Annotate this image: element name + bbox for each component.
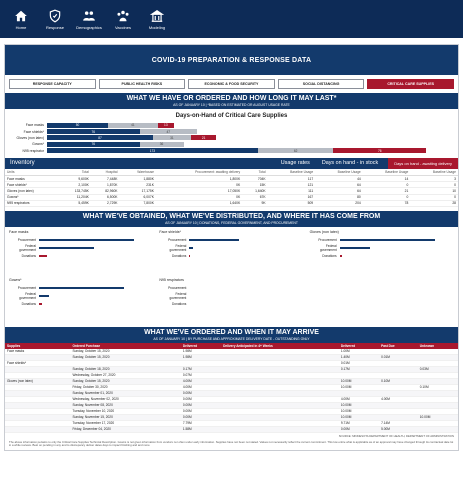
nav-label: Modeling [148, 24, 166, 30]
table-cell: 0 [410, 182, 458, 188]
bar-row [13, 128, 450, 134]
bar[interactable] [39, 255, 47, 258]
bar[interactable] [340, 255, 342, 258]
column-header: Delivery Anticipated in 4+ Weeks [221, 343, 339, 349]
table-cell: 10.00M [418, 414, 458, 420]
chart-title: Gloves (non latex) [309, 229, 339, 234]
bar-label: Procurement [17, 285, 36, 290]
table-cell: 1.98M [181, 349, 221, 355]
column-header: Baseline Usage [410, 169, 458, 176]
section-subtitle: AS OF JANUARY 10 | DONATIONS, FEDERAL GOVERNMENT, AND PROCUREMENT [165, 220, 298, 225]
bar-row [13, 141, 450, 147]
bar-label: Donations [322, 253, 337, 258]
section-subtitle: AS OF JANUARY 10 | *BASED ON ESTIMATED OR AUGUST USAGE RATE [173, 103, 290, 107]
nav-home[interactable] [8, 9, 34, 30]
obtained-chart [310, 230, 454, 276]
table-cell: 0.17M [339, 366, 379, 372]
table-cell: Tuesday, November 17, 2020 [71, 420, 181, 426]
table-cell: 0.00M [181, 402, 221, 408]
bar-segment[interactable]: 76 [47, 129, 140, 134]
table-cell: 0.10M [418, 384, 458, 390]
table-cell: Gloves (non latex) [5, 378, 71, 384]
table-cell: 0.00M [181, 396, 221, 402]
bar-rows [13, 122, 450, 154]
table-cell: 78 [363, 200, 411, 206]
chart-title: N95 respirators [159, 277, 184, 282]
table-cell: 9.71M [339, 420, 379, 426]
table-cell: 5,459K [59, 200, 91, 206]
table-cell: 231K [120, 182, 156, 188]
table-cell: N95 respirators [5, 200, 59, 206]
bar-label: Federal government [19, 243, 36, 252]
column-header: Warehouse [120, 169, 156, 176]
table-cell: 0.07M [181, 372, 221, 378]
table-cell: Sunday, October 15, 2020 [71, 354, 181, 360]
tab-response-capacity[interactable]: RESPONSE CAPACITY [9, 79, 96, 89]
obtained-chart [159, 230, 303, 276]
table-cell: Gloves (non latex) [5, 188, 59, 194]
table-cell: 9,600K [59, 175, 91, 181]
bar-segment[interactable]: 173 [47, 148, 258, 153]
bar-label: Donations [21, 253, 36, 258]
bar-row [310, 236, 454, 244]
table-cell: Wednesday, October 27, 2020 [71, 372, 181, 378]
table-cell: 0 [410, 194, 458, 200]
table-cell: 121 [268, 182, 316, 188]
shield-icon [48, 9, 62, 23]
table-cell: Friday, October 30, 2020 [71, 384, 181, 390]
table-cell: 64 [315, 182, 363, 188]
column-header: Delivered [339, 343, 379, 349]
column-header: Delivered [181, 343, 221, 349]
table-cell: Sunday, November 08, 2020 [71, 402, 181, 408]
table-cell: 0.01M [339, 360, 379, 366]
column-header: Supplies [5, 343, 71, 349]
table-cell: 5.00M [379, 426, 418, 432]
usage-rates-button[interactable]: Usage rates [280, 160, 310, 167]
bar-label: Procurement [17, 237, 36, 242]
table-cell: 1.58M [181, 426, 221, 432]
section-subtitle: AS OF JANUARY 10 | BY PURCHASE AND APPROXIMATE DELIVERY DATE - OUTSTANDING ONLY [153, 336, 310, 341]
days-on-hand-chart [5, 109, 458, 158]
table-cell: 44 [315, 175, 363, 181]
bar[interactable] [340, 239, 435, 242]
nav-demographics[interactable] [76, 9, 102, 30]
obtained-chart [9, 278, 153, 324]
group-icon [116, 9, 130, 23]
table-cell: 17,175K [120, 188, 156, 194]
table-cell: 10.00M [339, 378, 379, 384]
table-cell: 4.00M [379, 396, 418, 402]
table-cell: 1,880K [120, 175, 156, 181]
bar-label: Donations [21, 301, 36, 306]
chart-title: Face masks [9, 229, 29, 234]
bar-track [47, 135, 437, 140]
obtained-chart [159, 278, 303, 324]
table-cell: 0.00M [181, 390, 221, 396]
bar-label: Federal government [319, 243, 337, 252]
bar-segment[interactable]: 41 [108, 123, 158, 128]
column-header: Units [5, 169, 59, 176]
table-cell: 15K [242, 182, 267, 188]
tab-public-health-risks[interactable]: PUBLIC HEALTH RISKS [99, 79, 186, 89]
table-cell: 82,960K [91, 188, 120, 194]
table-cell: Gowns* [5, 194, 59, 200]
table-cell: 0 [363, 182, 411, 188]
table-cell: 67K [242, 194, 267, 200]
table-cell: Sunday, October 18, 2020 [71, 366, 181, 372]
bar-track [47, 148, 437, 153]
table-cell: 10 [410, 188, 458, 194]
tab-economic-food-security[interactable]: ECONOMIC & FOOD SECURITY [188, 79, 275, 89]
bar-row [159, 292, 303, 300]
bar-row [9, 292, 153, 300]
bar-segment[interactable]: 36 [140, 142, 184, 147]
table-cell: 10.00M [339, 384, 379, 390]
tab-social-distancing[interactable]: SOCIAL DISTANCING [278, 79, 365, 89]
bar-label: Procurement [168, 237, 187, 242]
table-cell: 80 [315, 194, 363, 200]
bar-row [9, 236, 153, 244]
table-cell: 6,007K [120, 194, 156, 200]
dashboard-frame [4, 44, 459, 451]
nav-label: Demographics [76, 24, 102, 30]
obtained-charts [5, 227, 458, 327]
table-cell: 17,050K [156, 188, 242, 194]
table-cell: 6,500K [91, 194, 120, 200]
column-header: Baseline Usage [315, 169, 363, 176]
column-header: Total [242, 169, 267, 176]
table-cell: 4.00M [181, 378, 221, 384]
column-header: Total [59, 169, 91, 176]
table-cell: Face masks [5, 175, 59, 181]
bar-row [13, 148, 450, 154]
bar[interactable] [39, 239, 134, 242]
table-cell: 0.17M [181, 366, 221, 372]
bar-segment[interactable]: 50 [47, 123, 108, 128]
bar-segment[interactable]: 21 [191, 135, 217, 140]
bar-label: Procurement [318, 237, 337, 242]
nav-label: Response [45, 24, 64, 30]
table-cell: 64 [315, 188, 363, 194]
table-cell: 117 [268, 175, 316, 181]
table-cell: 0.01M [379, 354, 418, 360]
table-cell: Sunday, November 01, 2020 [71, 390, 181, 396]
table-cell: 1,640K [242, 188, 267, 194]
section-title: WHAT WE'VE ORDERED AND WHEN IT MAY ARRIVE [144, 328, 319, 336]
bar-segment[interactable]: 76 [47, 142, 140, 147]
bar[interactable] [39, 295, 49, 298]
days-on-hand-in-stock-button[interactable]: Days on hand - in stock [321, 160, 379, 167]
people-icon [82, 9, 96, 23]
table-cell: 0 [363, 194, 411, 200]
column-header: Ordered Purchase [71, 343, 181, 349]
bar[interactable] [340, 247, 370, 250]
table-cell: 21 [363, 188, 411, 194]
table-cell: 1.00M [339, 349, 379, 355]
table-row [5, 426, 458, 432]
section-ordered-header [5, 327, 458, 343]
bar-category-label: Gloves (non latex) [16, 135, 44, 140]
table-cell: 7.14M [379, 420, 418, 426]
table-cell: 509 [268, 200, 316, 206]
nav-vaccines[interactable] [110, 9, 136, 30]
column-header: Unknown [418, 343, 458, 349]
column-header: Procurement: awaiting delivery [156, 169, 242, 176]
table-cell: 7,800K [120, 200, 156, 206]
bar-row [159, 244, 303, 252]
table-cell: 10.00M [339, 402, 379, 408]
table-cell: 9K [242, 200, 267, 206]
table-cell [221, 426, 339, 432]
nav-label: Home [15, 24, 27, 30]
bar-row [9, 300, 153, 308]
table-cell [5, 426, 71, 432]
bar-row [159, 300, 303, 308]
bar[interactable] [189, 247, 193, 250]
table-cell: 3 [410, 175, 458, 181]
table-cell [418, 426, 458, 432]
table-cell: 4.00M [339, 396, 379, 402]
bar-row [13, 135, 450, 141]
chart-title: Gowns* [9, 277, 22, 282]
bar-row [13, 122, 450, 128]
bar-segment[interactable]: 13 [158, 123, 174, 128]
table-cell: 0.00M [339, 426, 379, 432]
bar-row [9, 252, 153, 260]
chart-title: Days-on-Hand of Critical Care Supplies [175, 113, 288, 119]
table-cell: 10.00M [339, 408, 379, 414]
section-obtained-header [5, 211, 458, 227]
page-title: COVID-19 PREPARATION & RESPONSE DATA [5, 45, 458, 75]
source-note: SOURCE: MINNESOTA DEPARTMENT OF HEALTH, DEPARTMENT OF ADMINISTRATION [338, 433, 454, 438]
table-cell: 1.40M [339, 354, 379, 360]
table-cell: 704K [242, 175, 267, 181]
bar-row [159, 284, 303, 292]
tab-bar [5, 75, 458, 93]
building-icon [150, 9, 164, 23]
table-cell: Wednesday, November 02, 2020 [71, 396, 181, 402]
table-cell: 4.00M [181, 384, 221, 390]
table-cell: 0.00M [181, 408, 221, 414]
bar-row [159, 236, 303, 244]
footnote: The above information pertains to only the Critical Care Supplies Technical Description. Gowns is not given information from vendors nor often under early information. Supplies have not been not stated. Values not necessarily reflect the current commitment. This low entire what is applicable as of an approval may have changed through its contractual date lot in a while reviews. Best on pending in any and to discrepancy deliver dates days to impact finishing and and more [9, 439, 454, 448]
table-cell: 10.00M [339, 414, 379, 420]
bar-row [9, 244, 153, 252]
days-on-hand-awaiting-button[interactable]: Days on hand - awaiting delivery [388, 158, 458, 169]
table-row [5, 200, 458, 206]
table-cell: Friday, December 04, 2020 [71, 426, 181, 432]
bar-segment[interactable]: 31 [153, 135, 191, 140]
table-cell: 1,640K [156, 200, 242, 206]
column-header: Baseline Usage [268, 169, 316, 176]
section-days-on-hand-header [5, 93, 458, 109]
table-cell: 2,100K [59, 182, 91, 188]
table-cell: 11,204K [59, 194, 91, 200]
bar-track [47, 142, 437, 147]
table-cell: Face shields* [5, 360, 71, 366]
bar-row [159, 252, 303, 260]
tab-critical-care-supplies[interactable]: CRITICAL CARE SUPPLIES [367, 79, 454, 89]
bar-label: Federal government [169, 291, 187, 300]
inventory-toolbar [5, 158, 458, 169]
table-cell: 0K [156, 194, 242, 200]
bar-track [47, 129, 437, 134]
table-cell: 167 [268, 194, 316, 200]
bar-row [9, 284, 153, 292]
bar-segment[interactable]: 62 [258, 148, 334, 153]
bar-row [310, 244, 454, 252]
table-cell: 0K [156, 182, 242, 188]
bar-category-label: Face masks [25, 123, 44, 128]
table-cell: 2,729K [91, 200, 120, 206]
table-cell: 204 [315, 200, 363, 206]
orders-table [5, 343, 458, 433]
inventory-table [5, 169, 458, 207]
bar-label: Federal government [169, 243, 187, 252]
section-title: WHAT WE HAVE OR ORDERED AND HOW LONG IT MAY LAST* [126, 95, 337, 102]
bar-track [47, 123, 437, 128]
section-title: WHAT WE'VE OBTAINED, WHAT WE'VE DISTRIBUTED, AND WHERE IT HAS COME FROM [82, 212, 381, 220]
top-nav [0, 0, 463, 38]
bar-row [310, 252, 454, 260]
bar-category-label: N95 respirator [22, 148, 44, 153]
table-cell: Face shields* [5, 182, 59, 188]
table-cell: 1.98M [181, 354, 221, 360]
home-icon [14, 9, 28, 23]
table-cell: 14 [363, 175, 411, 181]
chart-title: Face shields* [159, 229, 181, 234]
table-cell: 7,448K [91, 175, 120, 181]
table-cell: Sunday, November 15, 2020 [71, 414, 181, 420]
inventory-label: Inventory [10, 160, 35, 167]
table-cell: 0.10M [379, 378, 418, 384]
table-cell: 133,745K [59, 188, 91, 194]
bar[interactable] [189, 255, 190, 258]
bar[interactable] [39, 287, 124, 290]
bar-label: Donations [171, 301, 187, 306]
table-cell: 111 [268, 188, 316, 194]
column-header: Past Due [379, 343, 418, 349]
bar-segment[interactable]: 87 [47, 135, 153, 140]
obtained-chart [9, 230, 153, 276]
table-cell: 1,800K [156, 175, 242, 181]
bar-segment[interactable]: 47 [140, 129, 197, 134]
table-cell: 0.03M [418, 366, 458, 372]
bar-label: Donations [171, 253, 187, 258]
table-cell: Sunday, October 15, 2020 [71, 378, 181, 384]
nav-response[interactable] [42, 9, 68, 30]
bar-label: Federal government [19, 291, 36, 300]
bar-category-label: Gowns* [32, 142, 44, 147]
bar[interactable] [189, 239, 239, 242]
table-cell: 1,870K [91, 182, 120, 188]
nav-label: Vaccines [115, 24, 131, 30]
table-cell: 28 [410, 200, 458, 206]
table-cell: Tuesday, November 10, 2020 [71, 408, 181, 414]
bar-category-label: Face shields* [23, 129, 44, 134]
column-header: Hospital [91, 169, 120, 176]
bar-segment[interactable]: 76 [333, 148, 426, 153]
table-cell: 7.79M [181, 420, 221, 426]
table-cell: Face masks [5, 349, 71, 355]
bar-label: Procurement [168, 285, 187, 290]
nav-modeling[interactable] [144, 9, 170, 30]
bar[interactable] [39, 303, 42, 306]
column-header: Baseline Usage [363, 169, 411, 176]
table-cell: Sunday, October 15, 2020 [71, 349, 181, 355]
table-cell: 0.00M [181, 414, 221, 420]
bar[interactable] [39, 247, 94, 250]
